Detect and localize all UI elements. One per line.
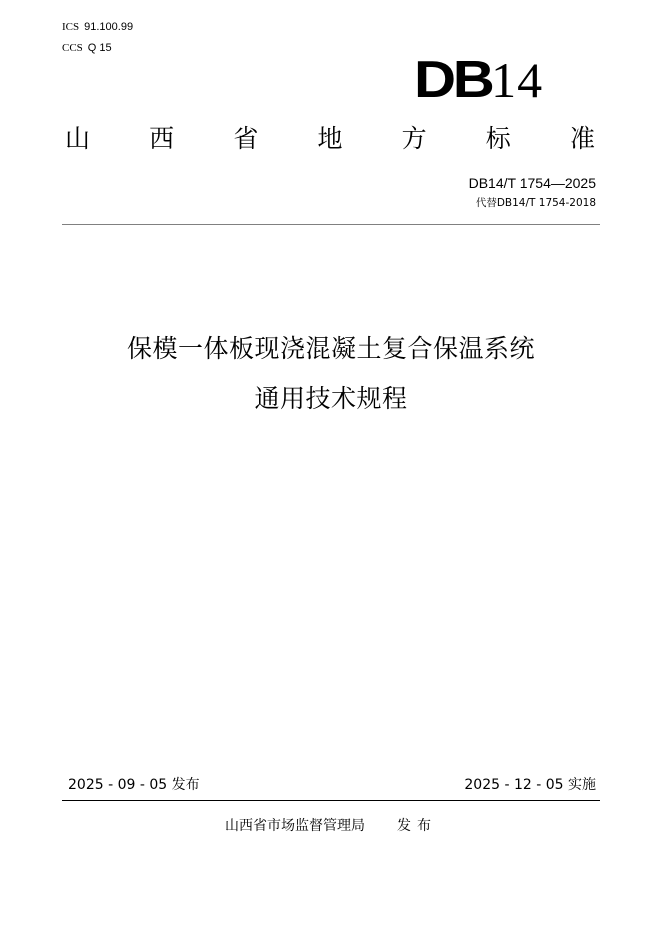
logo-prefix: DB <box>414 51 492 109</box>
ccs-value: Q 15 <box>87 42 112 54</box>
standard-type-char: 标 <box>485 124 511 153</box>
issue-date: 2025 - 09 - 05 发布 <box>68 777 200 793</box>
standard-type-char: 西 <box>149 124 175 153</box>
document-title-line-1: 保模一体板现浇混凝土复合保温系统 <box>126 334 535 363</box>
issuer-line <box>0 817 662 835</box>
standard-type-char: 准 <box>569 124 595 153</box>
standard-type-char: 山 <box>65 124 91 153</box>
db14-logo <box>414 51 544 109</box>
footer-divider <box>62 800 600 801</box>
ics-label: ICS <box>62 21 80 33</box>
standard-type-char: 省 <box>233 124 259 153</box>
logo-number: 14 <box>491 52 544 108</box>
header-divider <box>62 224 600 225</box>
ccs-line <box>62 42 112 55</box>
standard-code: DB14/T 1754—2025 <box>468 175 596 191</box>
replaces-note: 代替DB14/T 1754-2018 <box>475 197 596 209</box>
standard-type-heading <box>65 124 595 154</box>
standard-type-char: 方 <box>401 124 427 153</box>
ics-value: 91.100.99 <box>84 21 134 33</box>
standard-type-char: 地 <box>317 124 343 153</box>
ics-line <box>62 21 133 34</box>
ccs-label: CCS <box>62 42 83 54</box>
issuer-name: 山西省市场监督管理局 <box>225 818 365 834</box>
implementation-date: 2025 - 12 - 05 实施 <box>464 777 596 793</box>
issuer-verb: 发布 <box>397 818 437 834</box>
document-title-line-2: 通用技术规程 <box>254 384 408 413</box>
